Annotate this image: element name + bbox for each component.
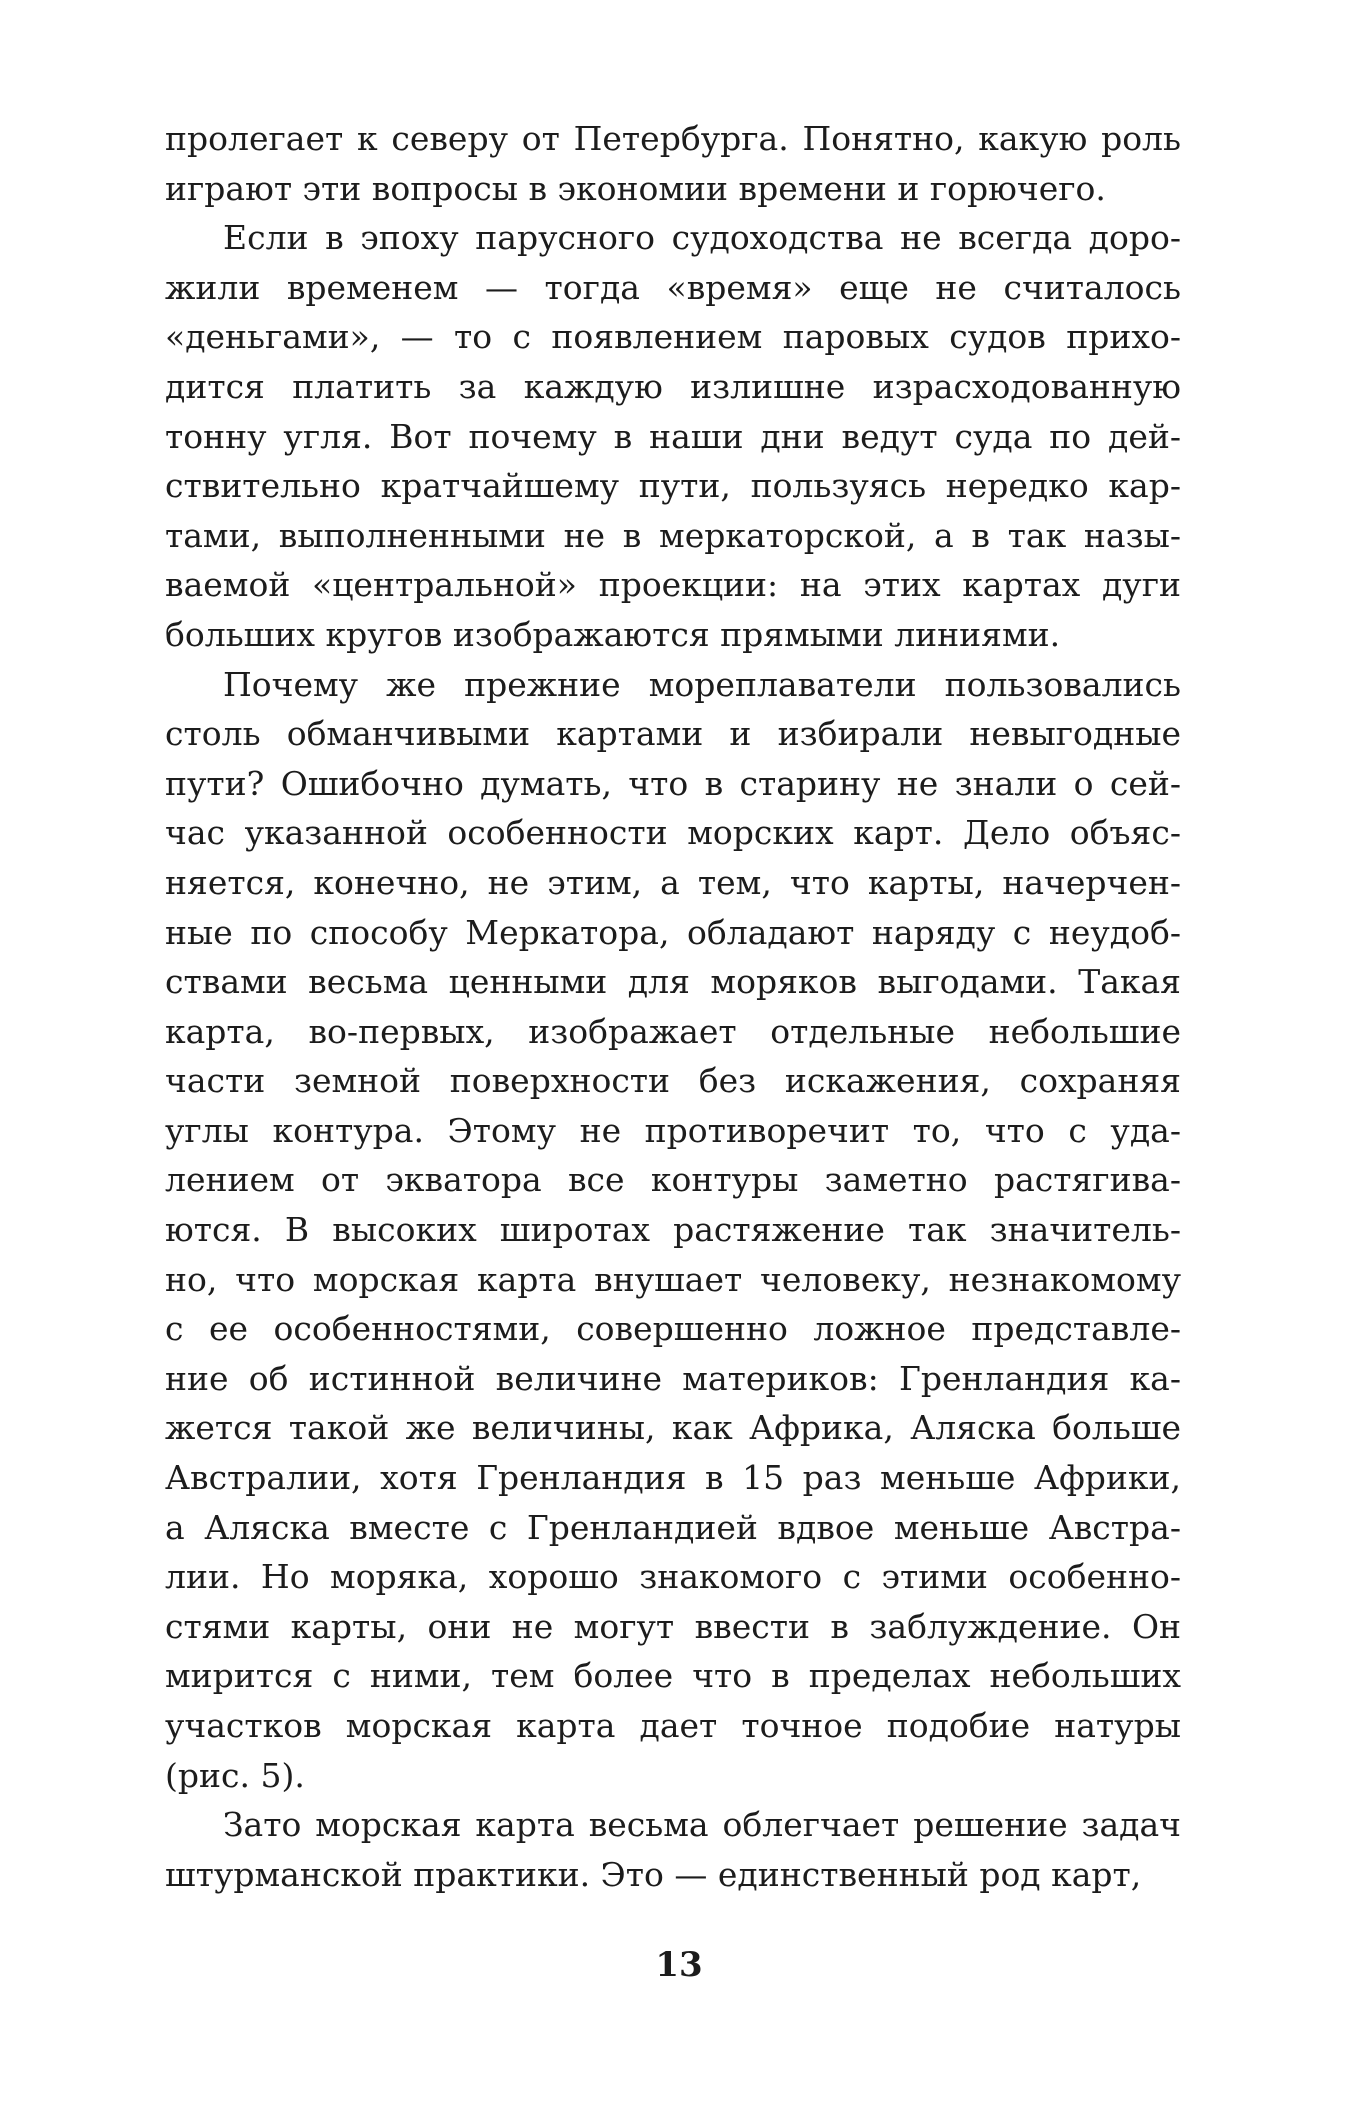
text-line: «деньгами», — то с появлением паровых судов прихо- <box>165 317 1181 357</box>
text-line: тами, выполненными не в меркаторской, а в так назы- <box>165 515 1181 555</box>
text-line: пролегает к северу от Петербурга. Понятно, какую роль <box>165 119 1181 158</box>
text-line: лением от экватора все контуры заметно растягива- <box>165 1160 1181 1200</box>
text-line: ваемой «центральной» проекции: на этих картах дуги <box>165 565 1181 605</box>
text-line: жили временем — тогда «время» еще не считалось <box>165 267 1181 307</box>
text-line: стями карты, они не могут ввести в заблуждение. Он <box>165 1606 1181 1646</box>
text-line: углы контура. Этому не противоречит то, что с уда- <box>165 1110 1181 1150</box>
text-line: штурманской практики. Это — единственный род карт, <box>165 1854 1142 1894</box>
text-line: столь обманчивыми картами и избирали невыгодные <box>165 714 1181 754</box>
text-line: Если в эпоху парусного судоходства не всегда доро- <box>223 218 1181 258</box>
text-line: дится платить за каждую излишне израсходованную <box>165 366 1181 406</box>
page-number: 13 <box>655 1945 703 1985</box>
text-line: ствительно кратчайшему пути, пользуясь нередко кар- <box>165 466 1181 506</box>
text-line: карта, во-первых, изображает отдельные небольшие <box>165 1011 1181 1051</box>
text-line: ние об истинной величине материков: Гренландия ка- <box>165 1358 1181 1398</box>
text-line: играют эти вопросы в экономии времени и горючего. <box>165 168 1106 208</box>
text-line: ствами весьма ценными для моряков выгодами. Такая <box>165 962 1181 1002</box>
text-line: с ее особенностями, совершенно ложное представле- <box>165 1309 1181 1349</box>
text-line: участков морская карта дает точное подобие натуры <box>165 1706 1181 1745</box>
text-line: а Аляска вместе с Гренландией вдвое меньше Австра- <box>165 1507 1181 1547</box>
text-line: части земной поверхности без искажения, сохраняя <box>165 1061 1181 1101</box>
text-line: Австралии, хотя Гренландия в 15 раз меньше Африки, <box>165 1458 1181 1498</box>
text-line: больших кругов изображаются прямыми линиями. <box>165 614 1061 654</box>
text-line: час указанной особенности морских карт. Дело объяс- <box>165 813 1181 853</box>
text-line: ются. В высоких широтах растяжение так значитель- <box>165 1210 1181 1250</box>
paragraph <box>165 660 1181 1801</box>
text-line: няется, конечно, не этим, а тем, что карты, начерчен- <box>165 862 1181 902</box>
text-line: мирится с ними, тем более что в пределах небольших <box>165 1656 1181 1696</box>
text-line: ные по способу Меркатора, обладают наряду с неудоб- <box>165 912 1181 952</box>
text-line: Почему же прежние мореплаватели пользовались <box>223 664 1181 704</box>
text-line: (рис. 5). <box>165 1755 305 1795</box>
paragraph <box>165 213 1181 659</box>
paragraph <box>165 1800 1181 1899</box>
text-line: тонну угля. Вот почему в наши дни ведут суда по дей- <box>165 416 1181 456</box>
paragraph <box>165 114 1181 213</box>
text-line: пути? Ошибочно думать, что в старину не знали о сей- <box>165 763 1181 803</box>
text-line: Зато морская карта весьма облегчает решение задач <box>223 1805 1181 1845</box>
text-line: жется такой же величины, как Африка, Аляска больше <box>165 1408 1181 1448</box>
text-line: лии. Но моряка, хорошо знакомого с этими особенно- <box>165 1557 1181 1597</box>
text-line: но, что морская карта внушает человеку, незнакомому <box>165 1259 1181 1299</box>
body-text <box>165 114 1181 1899</box>
